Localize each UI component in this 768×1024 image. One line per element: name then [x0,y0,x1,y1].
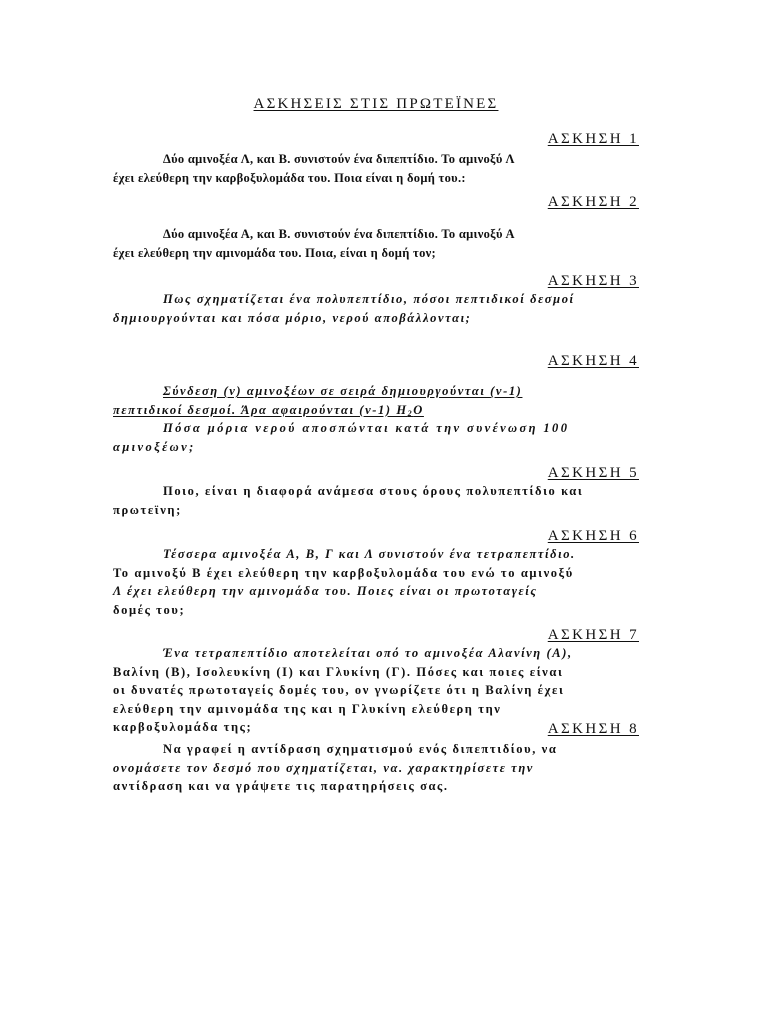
exercise-5-text [113,482,639,519]
exercise-6-line-4: δομές του; [113,602,186,617]
document-title: ΑΣΚΗΣΕΙΣ ΣΤΙΣ ΠΡΩΤΕΪΝΕΣ [253,96,499,112]
exercise-4-note-line-1: Σύνδεση (ν) αμινοξέων σε σειρά δημιουργούνται (ν-1) [163,384,523,398]
exercise-7-line-1: Ένα τετραπεπτίδιο αποτελείται οπό το αμινοξέα Αλανίνη (Α), [163,646,573,660]
exercise-4-note-line-2: πεπτιδικοί δεσμοί. Άρα αφαιρούνται (ν-1) Η [113,402,408,417]
exercise-6-line-3: Λ έχει ελεύθερη την αμινομάδα του. Ποιες είναι οι πρωτοταγείς [113,584,538,598]
exercise-5-line-1: Ποιο, είναι η διαφορά ανάμεσα στους όρους πολυπεπτίδιο και [163,484,584,498]
exercise-2-line-1: Δύο αμινοξέα Α, και Β. συνιστούν ένα διπεπτίδιο. Το αμινοξύ Α [163,227,515,241]
exercise-4-note [113,382,639,423]
exercise-1-line-2: έχει ελεύθερη την καρβοξυλομάδα του. Ποια είναι η δομή του.: [113,170,466,185]
exercise-5-heading: ΑΣΚΗΣΗ 5 [547,465,639,481]
exercise-8-text [113,740,639,796]
exercise-3-heading: ΑΣΚΗΣΗ 3 [547,273,639,289]
exercise-7-line-5: καρβοξυλομάδα της; [113,720,253,734]
exercise-4-note-line-2-end: Ο [413,402,424,417]
exercise-4-note-subscript: 2 [407,408,414,418]
exercise-3-line-1: Πως σχηματίζεται ένα πολυπεπτίδιο, πόσοι πεπτιδικοί δεσμοί [163,292,575,306]
exercise-4-heading: ΑΣΚΗΣΗ 4 [547,353,639,369]
exercise-7-line-4: ελεύθερη την αμινομάδα της και η Γλυκίνη ελεύθερη την [113,701,502,716]
exercise-8-line-3: αντίδραση και να γράψετε τις παρατηρήσεις σας. [113,779,449,793]
exercise-8-line-2: ονομάσετε τον δεσμό που σχηματίζεται, να. χαρακτηρίσετε την [113,760,534,775]
exercise-3-line-2: δημιουργούνται και πόσα μόριο, νερού αποβάλλονται; [113,310,472,325]
exercise-8-line-1: Να γραφεί η αντίδραση σχηματισμού ενός διπεπτιδίου, να [163,742,558,756]
exercise-4-text [113,419,639,456]
exercise-6-text [113,545,639,619]
exercise-7-line-2: Βαλίνη (Β), Ισολευκίνη (Ι) και Γλυκίνη (Γ). Πόσες και ποιες είναι [113,664,564,679]
exercise-1-heading: ΑΣΚΗΣΗ 1 [547,131,639,147]
exercise-5-line-2: πρωτεϊνη; [113,502,182,517]
exercise-2-text [113,225,639,262]
exercise-6-line-2: Το αμινοξύ Β έχει ελεύθερη την καρβοξυλομάδα του ενώ το αμινοξύ [113,565,574,580]
exercise-3-text [113,290,639,327]
exercise-4-line-1: Πόσα μόρια νερού αποσπώνται κατά την συνένωση 100 [163,421,570,435]
exercise-6-line-1: Τέσσερα αμινοξέα Α, Β, Γ και Λ συνιστούν ένα τετραπεπτίδιο. [163,547,576,561]
exercise-7-line-3: οι δυνατές πρωτοταγείς δομές του, ον γνωρίζετε ότι η Βαλίνη έχει [113,683,565,697]
exercise-1-line-1: Δύο αμινοξέα Λ, και Β. συνιστούν ένα διπεπτίδιο. Το αμινοξύ Λ [163,152,515,166]
exercise-7-heading: ΑΣΚΗΣΗ 7 [547,627,639,643]
exercise-1-text [113,150,639,187]
exercise-2-heading: ΑΣΚΗΣΗ 2 [547,194,639,210]
exercise-2-line-2: έχει ελεύθερη την αμινομάδα του. Ποια, είναι η δομή τον; [113,245,436,260]
exercise-4-line-2: αμινοξέων; [113,439,196,454]
exercise-6-heading: ΑΣΚΗΣΗ 6 [547,528,639,544]
exercise-8-heading: ΑΣΚΗΣΗ 8 [547,721,639,737]
